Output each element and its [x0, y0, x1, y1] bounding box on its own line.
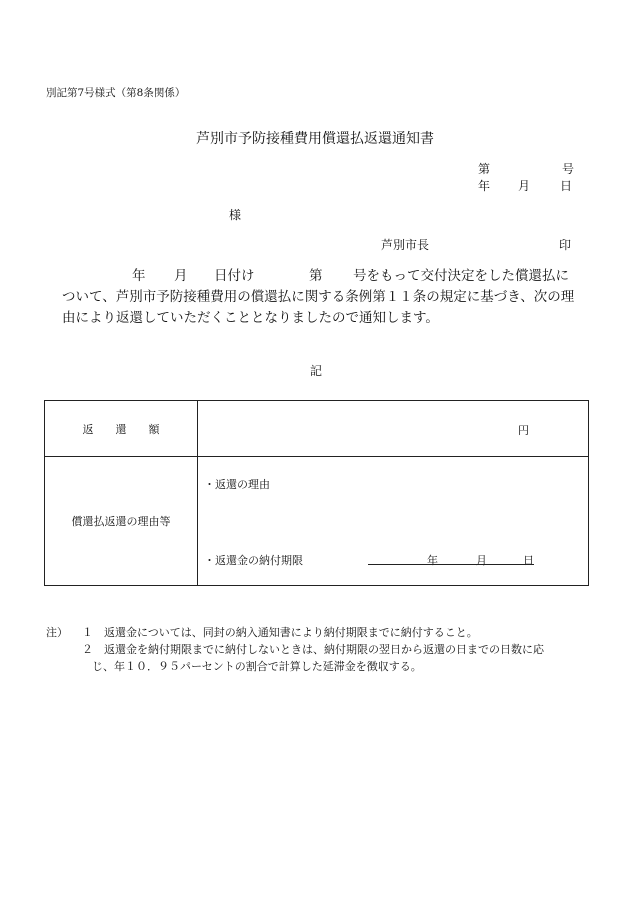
note-1-text: 返還金については、同封の納入通知書により納付期限までに納付すること。 [104, 626, 478, 639]
refund-amount-label-cell [45, 401, 198, 457]
yen-unit: 円 [518, 424, 529, 437]
deadline-underline [368, 564, 534, 565]
refund-amount-value-cell [198, 401, 589, 457]
body-line-3: 由により返還していただくこととなりましたので通知します。 [62, 310, 439, 326]
reason-section-label: 償還払返還の理由等 [71, 515, 171, 528]
ki-heading: 記 [310, 364, 323, 378]
seal-mark: 印 [559, 238, 572, 252]
date-month: 月 [518, 179, 531, 193]
document-title: 芦別市予防接種費用償還払返還通知書 [196, 131, 434, 147]
reason-detail-cell [198, 457, 589, 586]
refund-amount-label: 返 還 額 [82, 422, 160, 436]
date-year: 年 [478, 179, 491, 193]
body-line1-tail: 号をもって交付決定をした償還払に [353, 268, 569, 284]
notes-prefix: 注） [46, 626, 68, 639]
note-2-text-2: じ、年１０．９５パーセントの割合で計算した延滞金を徴収する。 [92, 660, 422, 673]
deadline-year: 年 [427, 554, 438, 567]
refund-table [44, 400, 589, 586]
deadline-item: ・返還金の納付期限 [204, 554, 303, 567]
reason-label-cell [45, 457, 198, 586]
note-2-number: ２ [82, 643, 93, 656]
body-year: 年 [132, 268, 146, 284]
recipient-suffix: 様 [229, 208, 242, 222]
body-date-label: 日付け [214, 268, 255, 284]
deadline-month: 月 [476, 554, 487, 567]
number-prefix: 第 [478, 162, 491, 176]
body-month: 月 [174, 268, 188, 284]
note-1-number: １ [82, 626, 93, 639]
body-line-2: ついて、芦別市予防接種費用の償還払に関する条例第１１条の規定に基づき、次の理 [62, 289, 575, 305]
reason-item: ・返還の理由 [204, 478, 270, 491]
body-number-prefix: 第 [309, 268, 323, 284]
note-2-text-1: 返還金を納付期限までに納付しないときは、納付期限の翌日から返還の日までの日数に応 [104, 643, 544, 656]
date-day: 日 [560, 179, 573, 193]
form-reference: 別記第7号様式（第8条関係） [46, 87, 186, 99]
issuer-name: 芦別市長 [381, 238, 430, 252]
deadline-day: 日 [523, 554, 534, 567]
number-suffix: 号 [562, 162, 575, 176]
